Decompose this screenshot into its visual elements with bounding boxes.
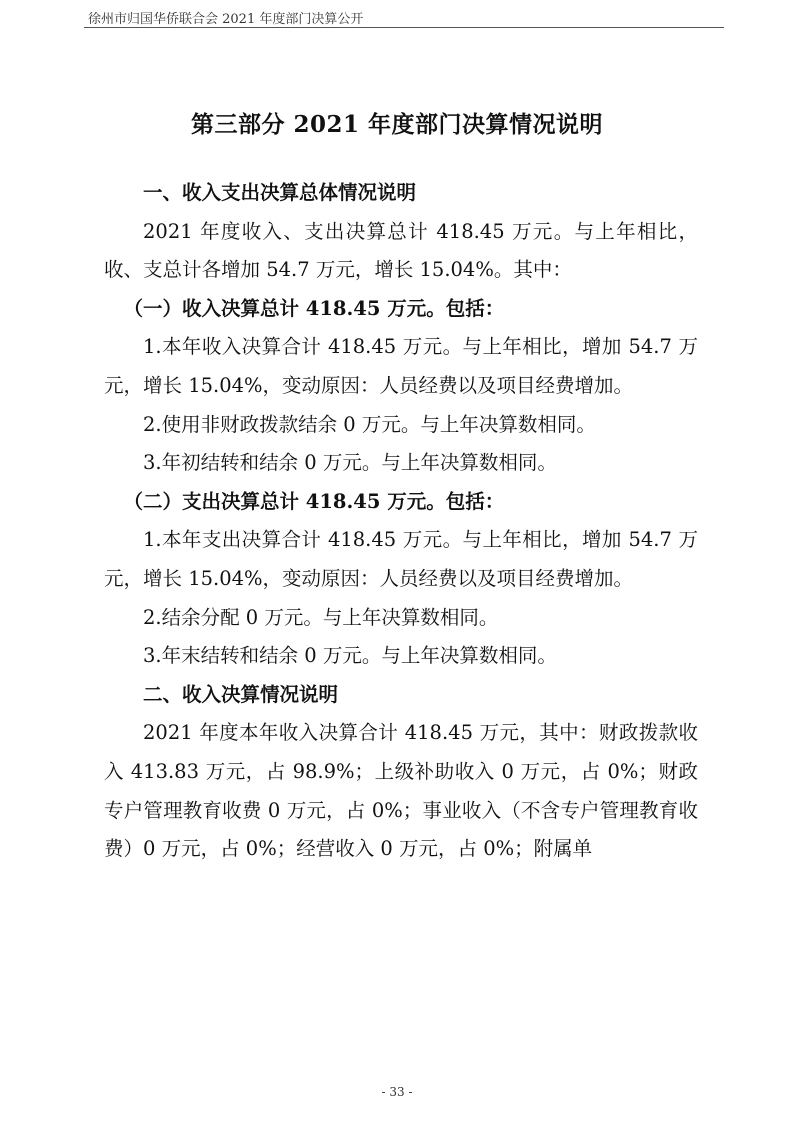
paragraph: 2.使用非财政拨款结余 0 万元。与上年决算数相同。	[143, 412, 596, 436]
document-body	[104, 174, 698, 869]
paragraph: 2.结余分配 0 万元。与上年决算数相同。	[143, 605, 499, 629]
subsection-heading-income: （一）收入决算总计 418.45 万元。包括：	[123, 296, 505, 320]
paragraph: 1.本年支出决算合计 418.45 万元。与上年相比，增加 54.7 万元，增长 15.04%，变动原因：人员经费以及项目经费增加。	[104, 528, 698, 590]
page-title: 第三部分 2021 年度部门决算情况说明	[190, 111, 604, 138]
paragraph: 2021 年度收入、支出决算总计 418.45 万元。与上年相比，收、支总计各增加 54.7 万元，增长 15.04%。其中：	[104, 219, 698, 282]
header-divider	[84, 27, 724, 28]
section-heading-2: 二、收入决算情况说明	[143, 682, 339, 706]
paragraph: 3.年初结转和结余 0 万元。与上年决算数相同。	[143, 451, 557, 475]
paragraph: 3.年末结转和结余 0 万元。与上年决算数相同。	[143, 644, 557, 668]
page-number: - 33 -	[381, 1085, 413, 1099]
section-heading-1: 一、收入支出决算总体情况说明	[143, 181, 417, 204]
subsection-heading-expense: （二）支出决算总计 418.45 万元。包括：	[123, 489, 505, 513]
paragraph: 1.本年收入决算合计 418.45 万元。与上年相比，增加 54.7 万元，增长 15.04%，变动原因：人员经费以及项目经费增加。	[104, 335, 698, 397]
page-header: 徐州市归国华侨联合会 2021 年度部门决算公开	[88, 12, 364, 27]
paragraph: 2021 年度本年收入决算合计 418.45 万元，其中：财政拨款收入 413.83 万元，占 98.9%；上级补助收入 0 万元，占 0%；财政专户管理教育收费 0 万元，占 0%；事业收入（不含专户管理教育收费）0 万元，占 0%；经营收入 0 万元，占 0%；附属单	[104, 721, 698, 861]
